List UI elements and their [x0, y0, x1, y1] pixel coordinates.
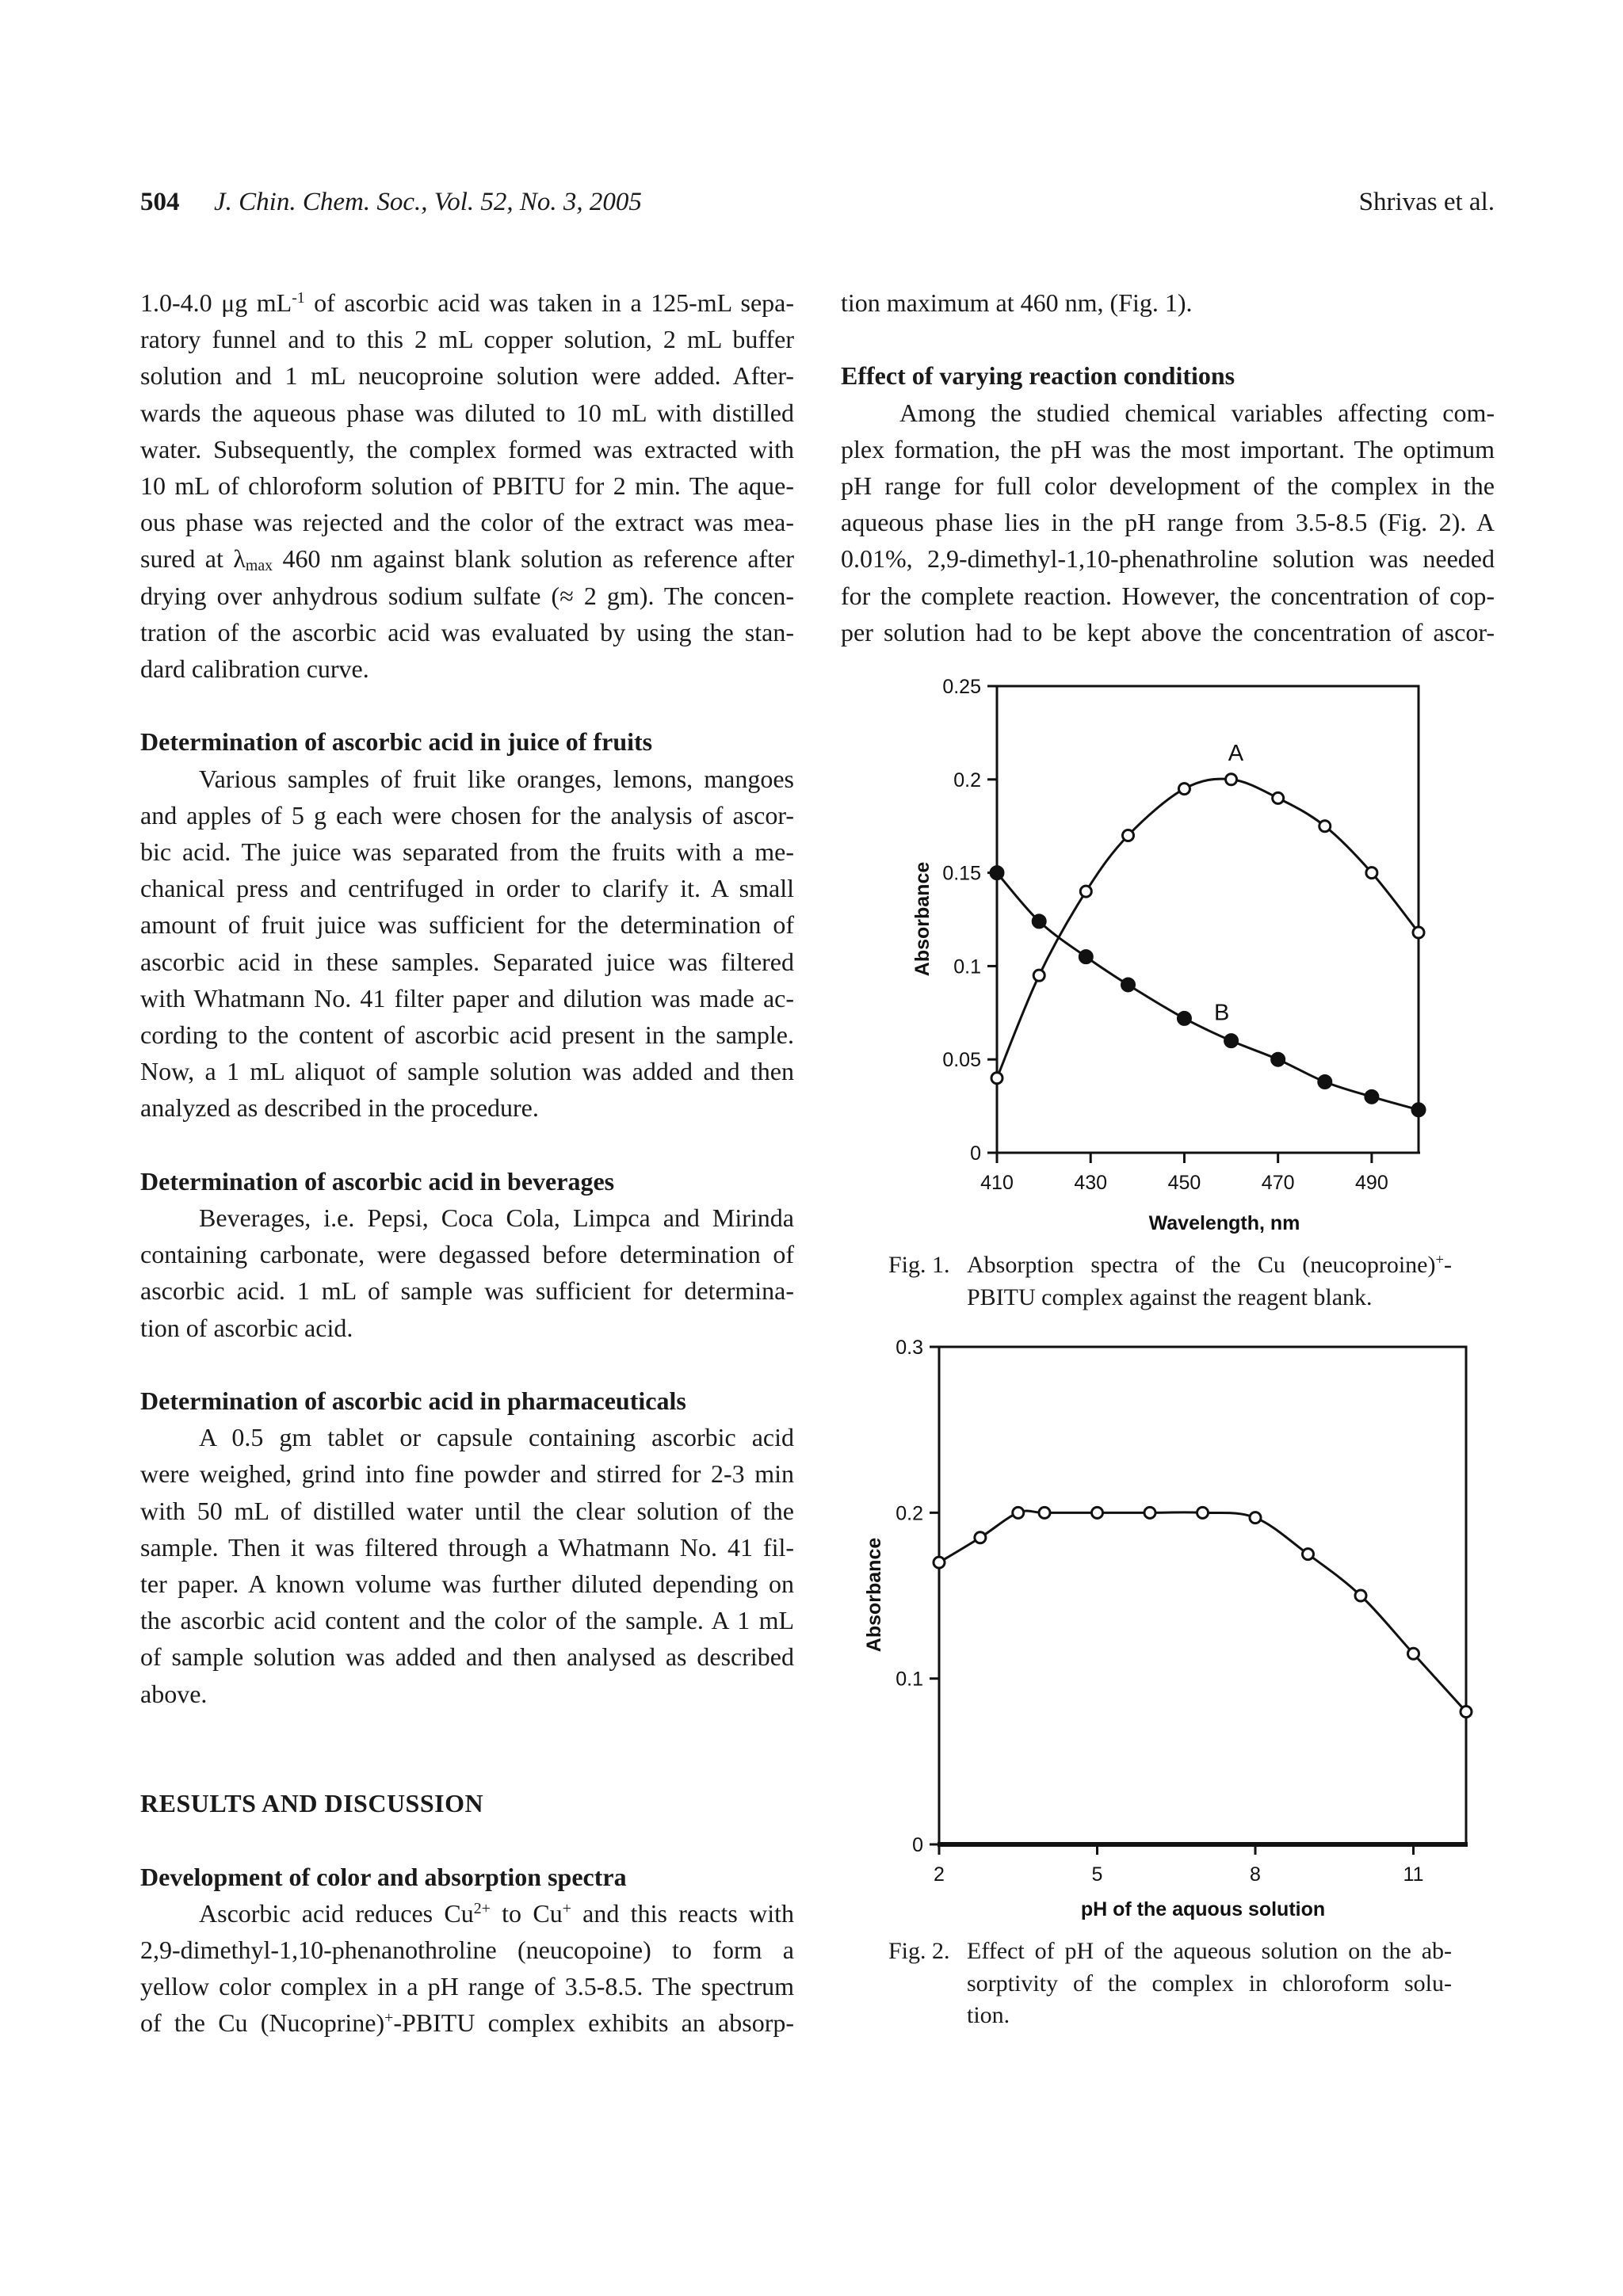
- x-axis-title: Wavelength, nm: [1148, 1212, 1300, 1234]
- data-point: [1033, 970, 1044, 981]
- text-line: containing carbonate, were degassed before determination of: [140, 1240, 794, 1269]
- y-axis-title: Absorbance: [911, 861, 934, 977]
- data-point: [1365, 1090, 1378, 1103]
- section-heading: RESULTS AND DISCUSSION: [140, 1789, 484, 1818]
- x-tick-label: 11: [1403, 1863, 1424, 1886]
- series-line-0: [939, 1511, 1466, 1712]
- figure-1-caption-text: [967, 1249, 1452, 1314]
- text-line: analyzed as described in the procedure.: [140, 1093, 539, 1123]
- superscript: +: [384, 2009, 394, 2027]
- y-tick-label: 0.3: [896, 1337, 923, 1359]
- text-line: A 0.5 gm tablet or capsule containing ascorbic acid: [199, 1423, 794, 1452]
- data-point: [991, 867, 1003, 879]
- text-line: bic acid. The juice was separated from the fruits with a me-: [140, 837, 794, 867]
- y-tick-label: 0.2: [953, 769, 981, 791]
- text-line: pH range for full color development of the complex in the: [841, 471, 1495, 500]
- superscript: +: [562, 1899, 571, 1917]
- text-line: tion.: [967, 2002, 1010, 2028]
- subsection-heading: Determination of ascorbic acid in beverages: [140, 1166, 615, 1196]
- x-tick-label: 2: [934, 1863, 945, 1886]
- text-line: sorptivity of the complex in chloroform solu-: [967, 1970, 1452, 1997]
- data-point: [991, 1073, 1002, 1084]
- x-tick-label: 490: [1355, 1172, 1388, 1194]
- text-segment: to Cu: [490, 1898, 563, 1928]
- text-line: drying over anhydrous sodium sulfate (≈ 2 gm). The concen-: [140, 581, 794, 610]
- figure-2-label: Fig. 2.: [888, 1938, 950, 1964]
- data-point: [1226, 774, 1237, 785]
- series-annotation: A: [1228, 741, 1244, 767]
- text-line: cording to the content of ascorbic acid present in the sample.: [140, 1020, 794, 1050]
- figure-2-caption: [888, 1936, 1453, 2032]
- data-point: [1039, 1507, 1050, 1518]
- data-point: [1178, 784, 1190, 795]
- text-line: with Whatmann No. 41 filter paper and dilution was made ac-: [140, 983, 794, 1013]
- text-line: ous phase was rejected and the color of the extract was mea-: [140, 508, 794, 537]
- subsection-heading: Development of color and absorption spectra: [140, 1862, 627, 1891]
- text-line: [967, 1249, 1452, 1282]
- data-point: [1461, 1707, 1472, 1718]
- text-line: were weighed, grind into fine powder and stirred for 2-3 min: [140, 1459, 794, 1489]
- data-point: [1079, 951, 1092, 963]
- text-line: sample. Then it was filtered through a Whatmann No. 41 fil-: [140, 1532, 794, 1562]
- superscript: +: [1435, 1251, 1444, 1268]
- running-head-authors: Shrivas et al.: [1358, 188, 1495, 216]
- y-tick-label: 0.15: [942, 862, 981, 885]
- data-point: [1412, 1104, 1425, 1116]
- plot-frame: [939, 1347, 1466, 1844]
- figure-1-absorption-spectra-chart: [911, 676, 1425, 1234]
- data-point: [1250, 1512, 1261, 1524]
- journal-citation: J. Chin. Chem. Soc., Vol. 52, No. 3, 2005: [214, 188, 642, 216]
- text-line: above.: [140, 1679, 208, 1708]
- text-segment: 460 nm against blank solution as reference after: [273, 544, 795, 574]
- text-line: tration of the ascorbic acid was evaluated by using the stan-: [140, 617, 794, 646]
- superscript: -1: [292, 289, 305, 307]
- text-segment: Ascorbic acid reduces Cu: [199, 1898, 474, 1928]
- y-tick-label: 0.1: [953, 955, 981, 978]
- text-line: with 50 mL of distilled water until the clear solution of the: [140, 1496, 794, 1525]
- text-segment: -: [1444, 1252, 1452, 1278]
- series-annotation: B: [1214, 1000, 1230, 1026]
- data-point: [1408, 1648, 1419, 1659]
- data-point: [1144, 1507, 1155, 1518]
- data-point: [1272, 1053, 1285, 1066]
- text-line: per solution had to be kept above the concentration of ascor-: [841, 617, 1495, 646]
- text-line: aqueous phase lies in the pH range from 3.5-8.5 (Fig. 2). A: [841, 508, 1495, 537]
- text-segment: of the Cu (Nucoprine): [140, 2008, 385, 2038]
- x-tick-label: 430: [1074, 1172, 1108, 1194]
- text-segment: of ascorbic acid was taken in a 125-mL sepa-: [304, 288, 795, 317]
- data-point: [1092, 1507, 1103, 1518]
- text-line: chanical press and centrifuged in order to clarify it. A small: [140, 874, 794, 903]
- y-tick-label: 0.05: [942, 1049, 981, 1072]
- x-tick-label: 450: [1167, 1172, 1201, 1194]
- text-line: for the complete reaction. However, the concentration of cop-: [841, 581, 1495, 610]
- subscript: max: [245, 557, 273, 575]
- data-point: [934, 1557, 945, 1568]
- text-line: solution and 1 mL neucoproine solution were added. After-: [140, 361, 794, 391]
- text-line: Beverages, i.e. Pepsi, Coca Cola, Limpca and Mirinda: [199, 1203, 794, 1233]
- y-tick-label: 0.2: [896, 1502, 923, 1525]
- plot-frame: [997, 686, 1419, 1153]
- data-point: [1178, 1012, 1190, 1024]
- data-point: [1413, 927, 1424, 938]
- data-point: [1080, 886, 1091, 897]
- y-tick-label: 0: [912, 1834, 923, 1856]
- text-line: ratory funnel and to this 2 mL copper solution, 2 mL buffer: [140, 325, 794, 354]
- text-line: wards the aqueous phase was diluted to 10 mL with distilled: [140, 398, 794, 427]
- subsection-heading: Determination of ascorbic acid in juice of fruits: [140, 727, 653, 757]
- text-line: tion of ascorbic acid.: [140, 1313, 353, 1342]
- text-segment: -PBITU complex exhibits an absorp-: [393, 2008, 795, 2038]
- text-line: water. Subsequently, the complex formed was extracted with: [140, 434, 794, 463]
- text-line: Among the studied chemical variables affecting com-: [899, 398, 1495, 427]
- series-line-A: [997, 779, 1419, 1078]
- y-tick-label: 0.25: [942, 676, 981, 698]
- x-tick-label: 8: [1250, 1863, 1261, 1886]
- text-line: of sample solution was added and then analysed as described: [140, 1642, 794, 1672]
- text-line: tion maximum at 460 nm, (Fig. 1).: [841, 288, 1193, 317]
- text-line: amount of fruit juice was sufficient for the determination of: [140, 910, 794, 940]
- data-point: [1123, 830, 1134, 841]
- text-segment: sured at λ: [140, 544, 246, 574]
- data-point: [1122, 978, 1135, 991]
- subsection-heading: Determination of ascorbic acid in pharmaceuticals: [140, 1386, 686, 1416]
- text-line: Effect of pH of the aqueous solution on the ab-: [967, 1938, 1452, 1964]
- y-axis-title: Absorbance: [863, 1537, 885, 1653]
- subsection-heading: Effect of varying reaction conditions: [841, 361, 1235, 391]
- data-point: [1033, 915, 1045, 928]
- text-line: Now, a 1 mL aliquot of sample solution was added and then: [140, 1057, 794, 1086]
- superscript: 2+: [473, 1899, 491, 1917]
- text-line: and apples of 5 g each were chosen for the analysis of ascor-: [140, 800, 794, 830]
- text-segment: Absorption spectra of the Cu (neucoproine): [967, 1252, 1436, 1278]
- text-line: Various samples of fruit like oranges, lemons, mangoes: [199, 764, 794, 793]
- text-line: ter paper. A known volume was further diluted depending on: [140, 1569, 794, 1599]
- text-line: yellow color complex in a pH range of 3.5-8.5. The spectrum: [140, 1972, 794, 2001]
- series-line-B: [997, 873, 1419, 1110]
- text-line: PBITU complex against the reagent blank.: [967, 1283, 1373, 1310]
- data-point: [1197, 1507, 1209, 1518]
- data-point: [1366, 868, 1377, 879]
- data-point: [1273, 792, 1284, 803]
- data-point: [1225, 1035, 1238, 1047]
- text-line: dard calibration curve.: [140, 654, 369, 684]
- y-tick-label: 0.1: [896, 1668, 923, 1691]
- text-line: 2,9-dimethyl-1,10-phenanothroline (neucopoine) to form a: [140, 1936, 794, 1965]
- text-line: the ascorbic acid content and the color of the sample. A 1 mL: [140, 1606, 794, 1635]
- text-segment: and this reacts with: [571, 1898, 795, 1928]
- text-line: 0.01%, 2,9-dimethyl-1,10-phenathroline solution was needed: [841, 544, 1495, 574]
- data-point: [975, 1532, 986, 1543]
- data-point: [1319, 821, 1331, 832]
- x-axis-title: pH of the aquous solution: [1080, 1898, 1326, 1920]
- figure-2-ph-effect-chart: [863, 1337, 1472, 1920]
- x-tick-label: 410: [980, 1172, 1014, 1194]
- text-line: 10 mL of chloroform solution of PBITU for 2 min. The aque-: [140, 471, 794, 501]
- y-tick-label: 0: [970, 1142, 981, 1165]
- text-segment: 1.0-4.0 μg mL: [140, 288, 292, 317]
- data-point: [1355, 1590, 1366, 1601]
- text-line: ascorbic acid. 1 mL of sample was sufficient for determina-: [140, 1276, 794, 1306]
- figure-1-label: Fig. 1.: [888, 1252, 950, 1278]
- x-tick-label: 470: [1261, 1172, 1295, 1194]
- text-line: plex formation, the pH was the most important. The optimum: [841, 434, 1495, 463]
- figure-1-caption: [888, 1249, 1453, 1314]
- text-line: ascorbic acid in these samples. Separated juice was filtered: [140, 947, 794, 976]
- figure-2-caption-text: [967, 1936, 1452, 2032]
- x-tick-label: 5: [1091, 1863, 1103, 1886]
- data-point: [1319, 1075, 1331, 1088]
- page-number: 504: [140, 188, 180, 216]
- data-point: [1303, 1549, 1314, 1560]
- data-point: [1013, 1507, 1024, 1518]
